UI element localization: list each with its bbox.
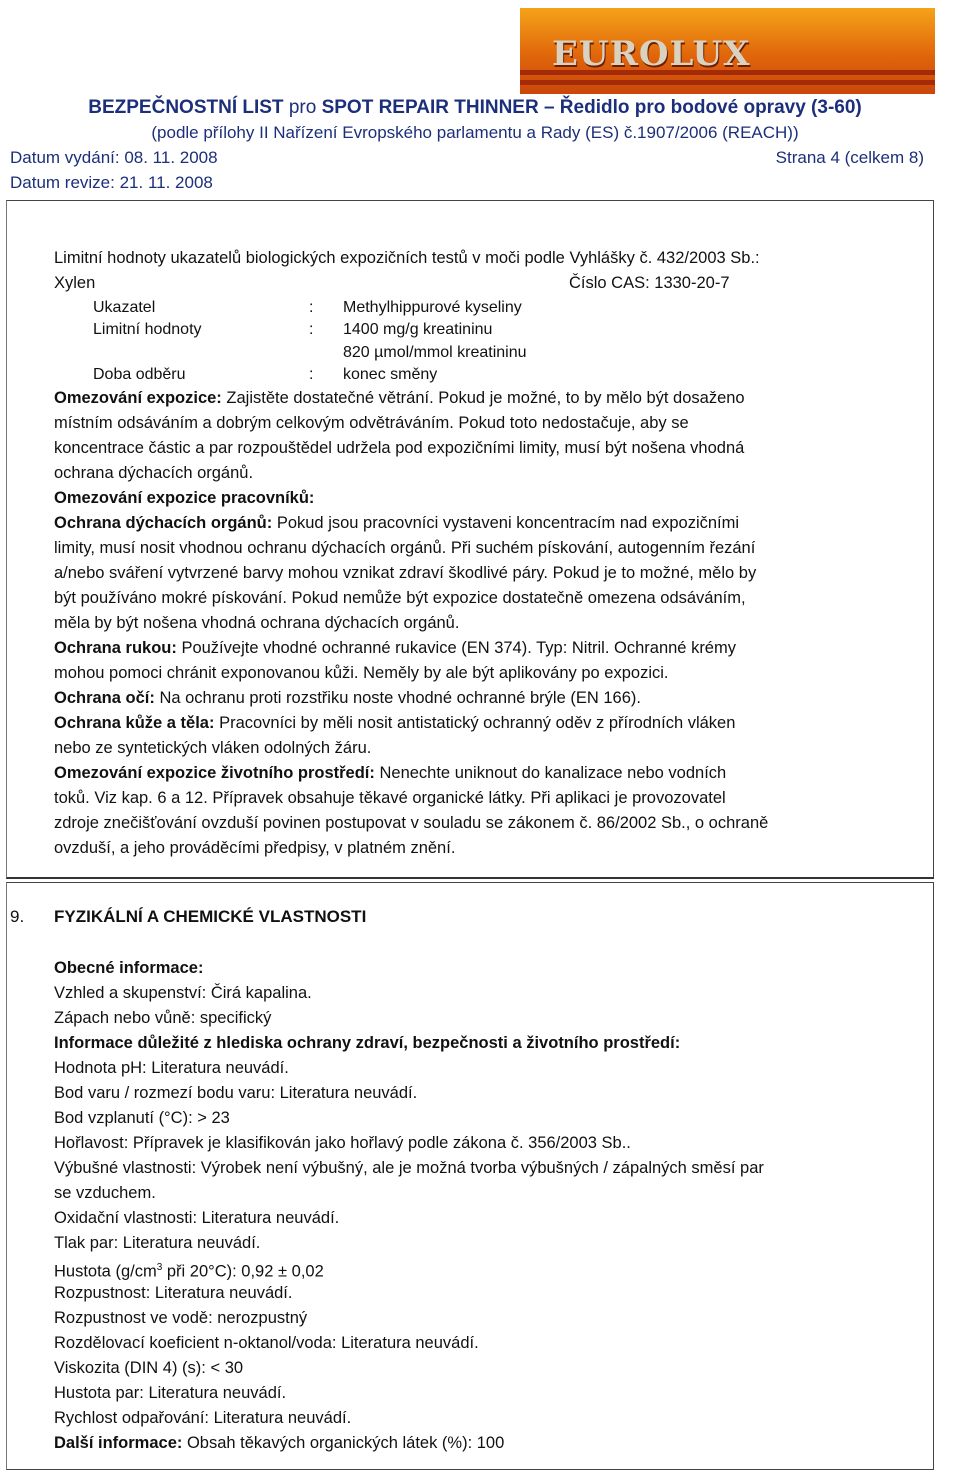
- odour: Zápach nebo vůně: specifický: [54, 1009, 272, 1027]
- explosive-properties: Výbušné vlastnosti: Výrobek není výbušný, ale je možná tvorba výbušných / zápalných směsí par: [54, 1159, 764, 1177]
- evaporation-rate: Rychlost odpařování: Literatura neuvádí.: [54, 1409, 352, 1427]
- eyes-line: Ochrana očí: Na ochranu proti rozstřiku noste vhodné ochranné brýle (EN 166).: [54, 689, 641, 707]
- exposure-line: koncentrace částic a par rozpouštědel udržela pod expozičními limity, musí být nošena vhodná: [54, 439, 745, 457]
- general-info-heading: Obecné informace:: [54, 959, 204, 977]
- skin-line: Ochrana kůže a těla: Pracovníci by měli nosit antistatický ochranný oděv z přírodních vláken: [54, 714, 736, 732]
- document-header: [10, 95, 940, 195]
- skin-line: nebo ze syntetických vláken odolných žáru.: [54, 739, 372, 757]
- respiratory-line: a/nebo sváření vytvrzené barvy mohou vznikat zdraví škodlivé páry. Pokud je to možné, mělo by: [54, 564, 757, 582]
- environment-line: Omezování expozice životního prostředí: Nenechte uniknout do kanalizace nebo vodních: [54, 764, 727, 782]
- boiling-point: Bod varu / rozmezí bodu varu: Literatura neuvádí.: [54, 1084, 418, 1102]
- eurolux-logo: [520, 8, 935, 94]
- cas-number: Číslo CAS: 1330-20-7: [569, 274, 730, 292]
- document-subtitle: (podle přílohy II Nařízení Evropského parlamentu a Rady (ES) č.1907/2006 (REACH)): [151, 123, 799, 142]
- density: Hustota ($g/cm^3$ při 20°C): 0,92 ± 0,02: [54, 1262, 324, 1281]
- logo-stripe: [520, 80, 935, 85]
- other-info: Další informace: Obsah těkavých organických látek (%): 100: [54, 1434, 505, 1452]
- respiratory-line: měla by být nošena vhodná ochrana dýchacích orgánů.: [54, 614, 460, 632]
- workers-heading: Omezování expozice pracovníků:: [54, 489, 315, 507]
- environment-line: ovzduší, a jeho prováděcími předpisy, v platném znění.: [54, 839, 456, 857]
- respiratory-line: Ochrana dýchacích orgánů: Pokud jsou pracovníci vystaveni koncentracím nad expozičními: [54, 514, 740, 532]
- environment-line: toků. Viz kap. 6 a 12. Přípravek obsahuje těkavé organické látky. Při aplikaci je provozovatel: [54, 789, 726, 807]
- document-title: BEZPEČNOSTNÍ LIST pro SPOT REPAIR THINNER – Ředidlo pro bodové opravy (3-60): [88, 97, 862, 118]
- bio-limit-row: Limitní hodnoty : 1400 mg/g kreatininu: [93, 321, 493, 338]
- ph-value: Hodnota pH: Literatura neuvádí.: [54, 1059, 289, 1077]
- important-info-heading: Informace důležité z hlediska ochrany zdraví, bezpečnosti a životního prostředí:: [54, 1034, 681, 1052]
- bio-limit-row: Ukazatel : Methylhippurové kyseliny: [93, 299, 522, 316]
- hands-line: Ochrana rukou: Používejte vhodné ochranné rukavice (EN 374). Typ: Nitril. Ochranné krémy: [54, 639, 736, 657]
- flammability: Hořlavost: Přípravek je klasifikován jako hořlavý podle zákona č. 356/2003 Sb..: [54, 1134, 631, 1152]
- hands-line: mohou pomoci chránit exponovanou kůži. Neměly by ale být aplikovány po expozici.: [54, 664, 669, 682]
- viscosity: Viskozita (DIN 4) (s): < 30: [54, 1359, 244, 1377]
- vapour-pressure: Tlak par: Literatura neuvádí.: [54, 1234, 261, 1252]
- oxidising-properties: Oxidační vlastnosti: Literatura neuvádí.: [54, 1209, 340, 1227]
- bio-limit-row: 820 µmol/mmol kreatininu: [343, 344, 527, 361]
- page-number: Strana 4 (celkem 8): [775, 148, 924, 167]
- respiratory-line: limity, musí nosit vhodnou ochranu dýchacích orgánů. Při suchém pískování, autogenním řezání: [54, 539, 756, 557]
- issue-date: Datum vydání: 08. 11. 2008: [10, 148, 218, 167]
- water-solubility: Rozpustnost ve vodě: nerozpustný: [54, 1309, 308, 1327]
- section-9-title: 9. FYZIKÁLNÍ A CHEMICKÉ VLASTNOSTI: [10, 907, 367, 926]
- revision-date: Datum revize: 21. 11. 2008: [10, 173, 213, 192]
- xylen-label: Xylen: [54, 274, 96, 292]
- exposure-line: ochrana dýchacích orgánů.: [54, 464, 254, 482]
- issue-row: [10, 145, 940, 170]
- explosive-properties-cont: se vzduchem.: [54, 1184, 156, 1202]
- bio-limits-heading: Limitní hodnoty ukazatelů biologických expozičních testů v moči podle Vyhlášky č. 432/2003 Sb.:: [54, 249, 760, 267]
- vapour-density: Hustota par: Literatura neuvádí.: [54, 1384, 287, 1402]
- respiratory-line: být používáno mokré pískování. Pokud nemůže být expozice dostatečně omezena odsáváním,: [54, 589, 746, 607]
- exposure-line: Omezování expozice: Zajistěte dostatečné větrání. Pokud je možné, to by mělo být dosaženo: [54, 389, 745, 407]
- partition-coefficient: Rozdělovací koeficient n-oktanol/voda: Literatura neuvádí.: [54, 1334, 479, 1352]
- bio-limit-row: Doba odběru : konec směny: [93, 366, 438, 383]
- flash-point: Bod vzplanutí (°C): > 23: [54, 1109, 230, 1127]
- environment-line: zdroje znečišťování ovzduší povinen postupovat v souladu se zákonem č. 86/2002 Sb., o ochraně: [54, 814, 769, 832]
- solubility: Rozpustnost: Literatura neuvádí.: [54, 1284, 293, 1302]
- appearance: Vzhled a skupenství: Čirá kapalina.: [54, 984, 312, 1002]
- logo-text: EUROLUX: [552, 34, 751, 74]
- exposure-line: místním odsáváním a dobrým celkovým odvětráváním. Pokud toto nedostačuje, aby se: [54, 414, 689, 432]
